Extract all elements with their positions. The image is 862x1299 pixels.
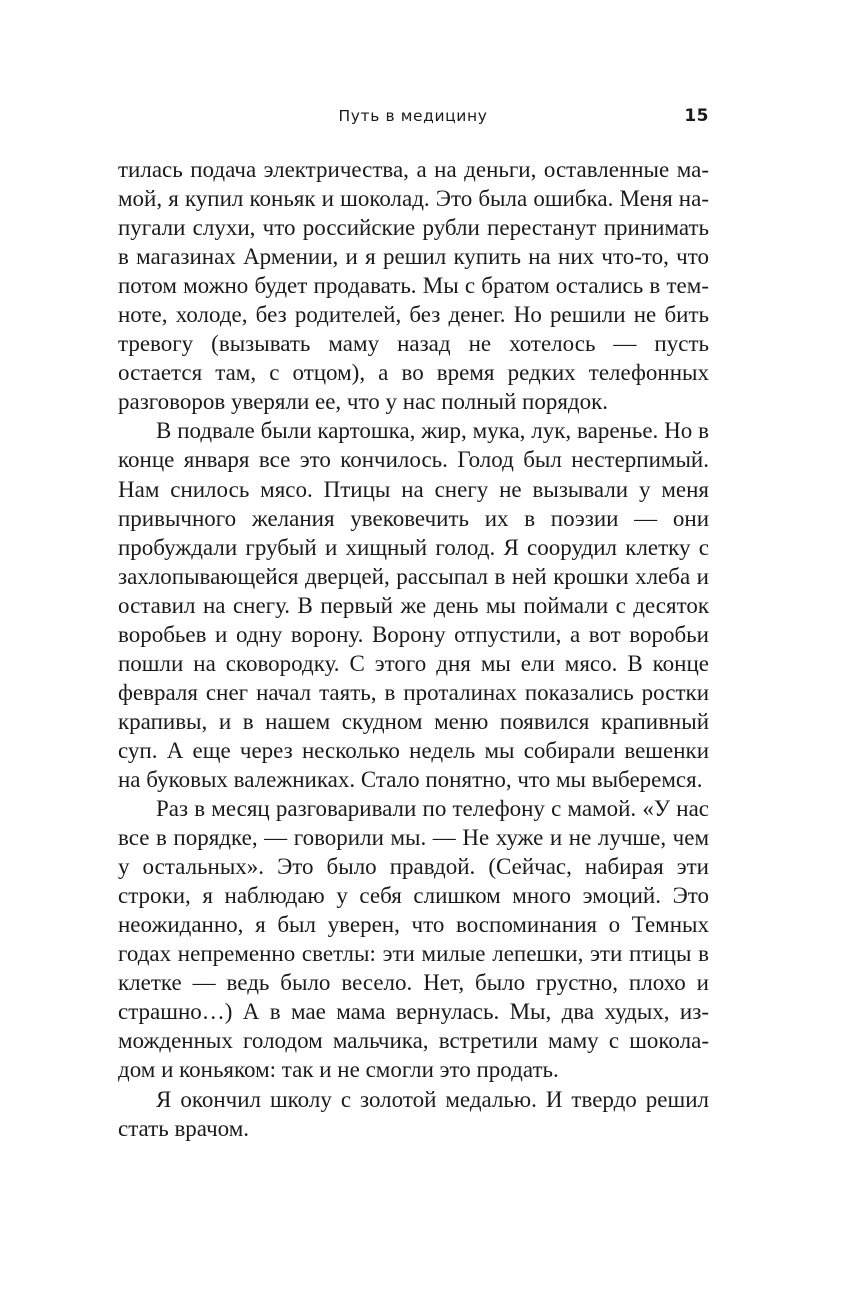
body-text	[118, 155, 709, 1143]
page-number: 15	[684, 106, 709, 126]
running-title: Путь в медицину	[338, 107, 488, 125]
running-head	[117, 107, 709, 131]
paragraph: Раз в месяц разговаривали по телефону с мамой. «У нас все в порядке, — говорили мы. — Не хуже и не лучше, чем у остальных». Это было правдой. (Сейчас, набирая эти строки, я наблюдаю у себя слишком много эмоций. Это неожиданно, я был уверен, что воспоминания о Темных годах непременно светлы: эти милые лепешки, эти птицы в клетке — ведь было весело. Нет, было грустно, плохо и страшно…) А в мае мама вернулась. Мы, два худых, изможденных голодом мальчика, встретили маму с шоколадом и коньяком: так и не смогли это продать.	[118, 796, 709, 1083]
paragraph: Я окончил школу с золотой медалью. И твердо решил стать врачом.	[118, 1086, 709, 1141]
paragraph: В подвале были картошка, жир, мука, лук, варенье. Но в конце января все это кончилось. Голод был нестерпимый. Нам снилось мясо. Птицы на снегу не вызывали у меня привычного желания увековечить их в поэзии — они пробуждали грубый и хищный голод. Я соорудил клетку с захлопывающейся дверцей, рассыпал в ней крошки хлеба и оставил на снегу. В первый же день мы поймали с десяток воробьев и одну ворону. Ворону отпустили, а вот воробьи пошли на сковородку. С этого дня мы ели мясо. В конце февраля снег начал таять, в проталинах показались ростки крапивы, и в нашем скудном меню появился крапивный суп. А еще через несколько недель мы собирали вешенки на буковых валежниках. Стало понятно, что мы выберемся.	[118, 418, 709, 792]
paragraph-continued: тилась подача электричества, а на деньги, оставленные мамой, я купил коньяк и шоколад. Это была ошибка. Меня напугали слухи, что российские рубли перестанут принимать в магазинах Армении, и я решил купить на них что-то, что потом можно будет продавать. Мы с братом остались в темноте, холоде, без родителей, без денег. Но решили не бить тревогу (вызывать маму назад не хотелось — пусть остается там, с отцом), а во время редких телефонных разговоров уверяли ее, что у нас полный порядок.	[118, 157, 709, 415]
